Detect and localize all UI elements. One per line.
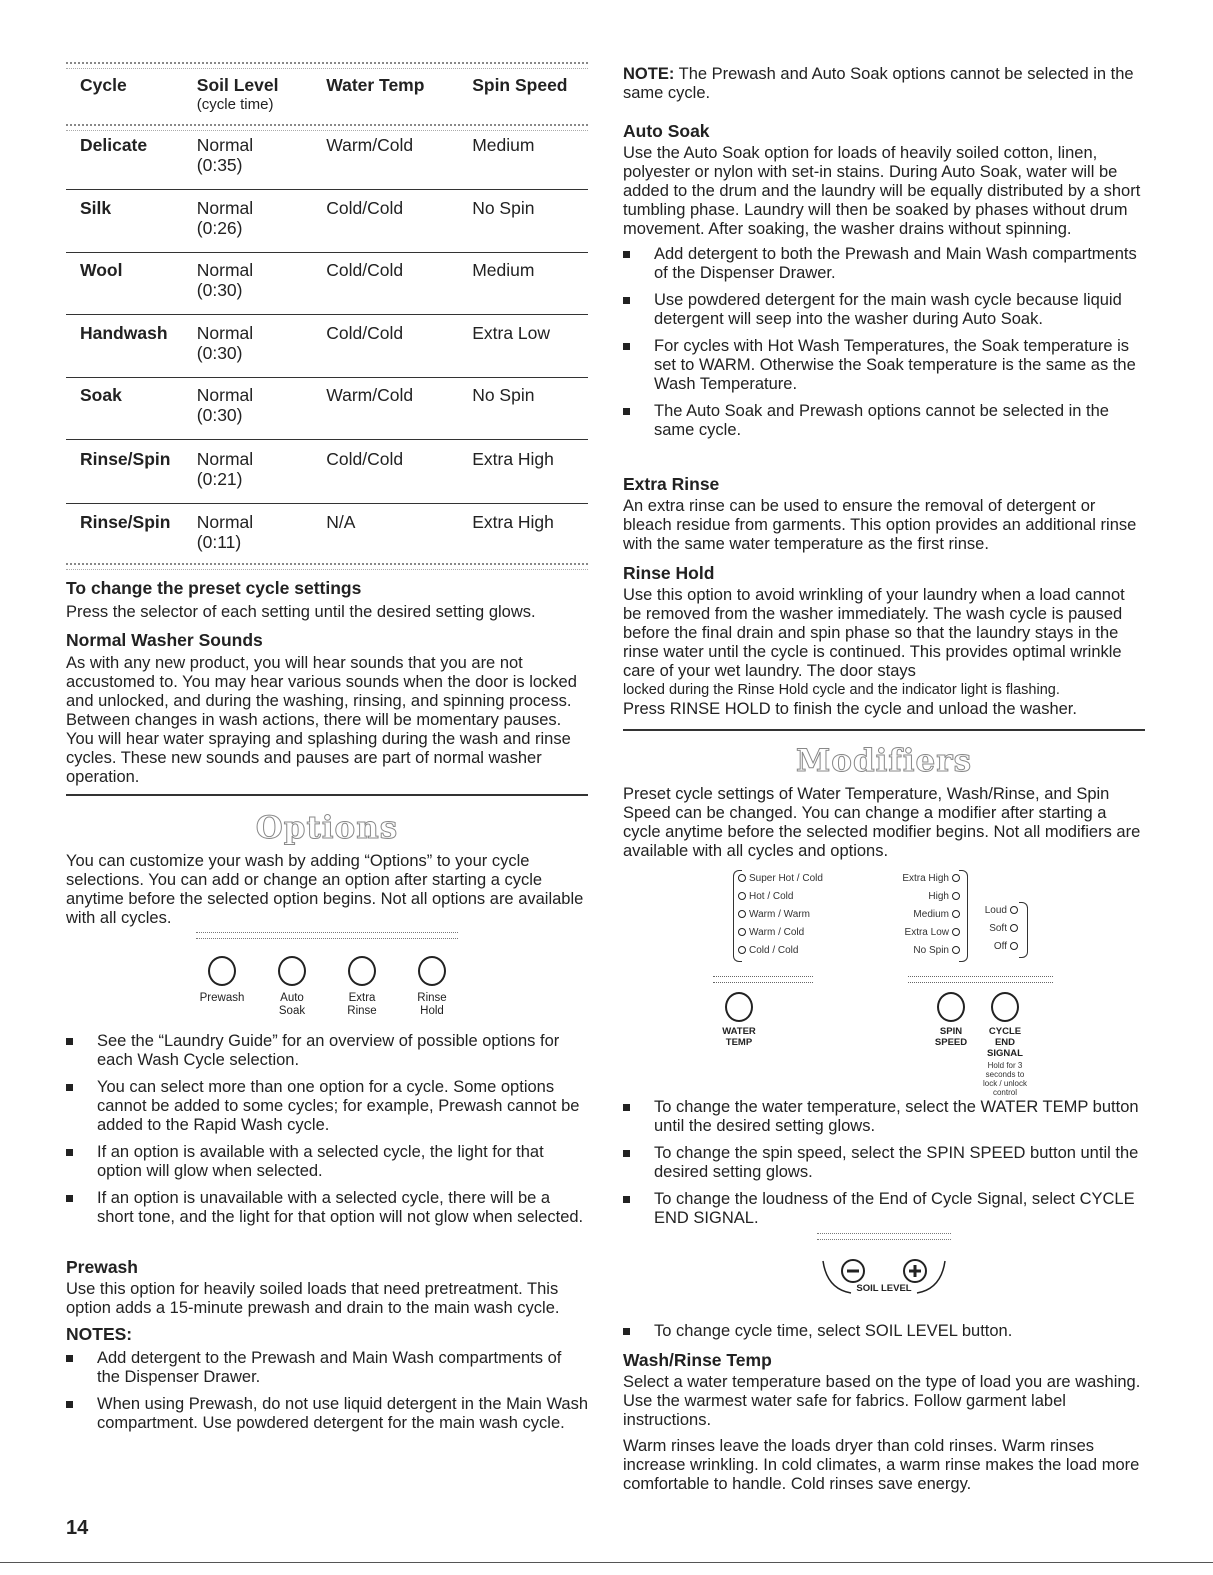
auto-soak-bullet-list: [623, 245, 1145, 440]
modifier-option: Warm / Warm: [735, 906, 875, 924]
extra-rinse-section: [623, 474, 1145, 554]
modifier-option: Off: [975, 938, 1021, 956]
sounds-text: As with any new product, you will hear sounds that you are not accustomed to. You may hear various sounds when the door is locked and unlocked, and during the washing, rinsing, and spinning process. Between changes in wash actions, there will be momentary pauses. You will hear water spraying and splashing during the wash and rinse cycles. These new sounds and pauses are part of normal washer operation.: [66, 654, 577, 786]
bullet-icon: [623, 1328, 630, 1335]
header-water: Water Temp: [326, 75, 425, 95]
modifiers-intro: Preset cycle settings of Water Temperature, Wash/Rinse, and Spin Speed can be changed. You can change a modifier after starting a cycle anytime before the selected modifier begins. Not all modifiers are available with all cycles and options.: [623, 785, 1141, 860]
cell-spin: Extra High: [472, 512, 554, 532]
cell-cycle: Rinse/Spin: [80, 449, 171, 469]
bullet-icon: [66, 1149, 73, 1156]
cell-cycle: Rinse/Spin: [80, 512, 171, 532]
bullet-item: The Auto Soak and Prewash options cannot be selected in the same cycle.: [623, 402, 1145, 440]
table-bottom-divider: [66, 563, 588, 570]
water-rule: [713, 976, 813, 983]
temp-bracket: [733, 870, 742, 962]
water-temp-options: [735, 870, 875, 960]
cell-soil: Normal (0:35): [196, 135, 254, 175]
soil-rule: [817, 1233, 951, 1240]
options-panel-rule: [196, 932, 458, 939]
signal-bracket: [1019, 902, 1028, 958]
bullet-item: For cycles with Hot Wash Temperatures, the Soak temperature is set to WARM. Otherwise the Soak temperature is the same as the Wash Temperature.: [623, 337, 1145, 394]
soil-level-label: SOIL LEVEL: [856, 1283, 912, 1294]
spin-speed-label: SPIN SPEED: [934, 1026, 968, 1048]
row-divider: [66, 314, 588, 315]
modifier-option: Cold / Cold: [735, 942, 875, 960]
option-button[interactable]: [406, 956, 458, 1018]
prewash-title: Prewash: [66, 1257, 138, 1277]
option-button-label: Rinse Hold: [417, 992, 447, 1017]
bullet-item: See the “Laundry Guide” for an overview of possible options for each Wash Cycle selection.: [66, 1032, 588, 1070]
cell-soil: Normal (0:21): [196, 449, 254, 489]
cell-soil: Normal (0:26): [196, 198, 254, 238]
modifiers-divider: [623, 729, 1145, 731]
row-divider: [66, 189, 588, 190]
page-bottom-rule: [0, 1562, 1213, 1563]
bullet-item: Add detergent to the Prewash and Main Wash compartments of the Dispenser Drawer.: [66, 1349, 588, 1387]
bullet-icon: [66, 1195, 73, 1202]
header-cycle: Cycle: [80, 75, 127, 95]
bullet-icon: [66, 1401, 73, 1408]
option-button-label: Extra Rinse: [347, 992, 377, 1017]
note-label: NOTE:: [623, 65, 675, 83]
cell-water: Warm/Cold: [326, 385, 414, 405]
cell-spin: No Spin: [472, 385, 535, 405]
speed-bracket: [959, 870, 968, 962]
options-panel: [196, 932, 458, 1026]
modifier-option: Medium: [883, 906, 963, 924]
sounds-title: Normal Washer Sounds: [66, 630, 263, 650]
cell-cycle: Soak: [80, 385, 122, 405]
cell-water: Cold/Cold: [326, 323, 404, 343]
options-bullet-list: [66, 1032, 588, 1235]
cycle-signal-button[interactable]: [982, 992, 1028, 1097]
rinse-hold-text2: Press RINSE HOLD to finish the cycle and unload the washer.: [623, 700, 1077, 718]
modifier-option: Extra Low: [883, 924, 963, 942]
notes-bullet-list: [66, 1349, 588, 1433]
bullet-item: If an option is unavailable with a selected cycle, there will be a short tone, and the light for that option will not glow when selected.: [66, 1189, 588, 1227]
auto-soak-section: [623, 121, 1145, 448]
notes-title: NOTES:: [66, 1324, 133, 1344]
table-row: [80, 512, 588, 552]
option-button-circle[interactable]: [278, 956, 306, 986]
option-button-label: Auto Soak: [278, 992, 306, 1017]
bullet-item: When using Prewash, do not use liquid detergent in the Main Wash compartment. Use powdered detergent for the main wash cycle.: [66, 1395, 588, 1433]
cycle-signal-label: CYCLE END SIGNAL: [987, 1026, 1023, 1059]
rinse-hold-text: Use this option to avoid wrinkling of your laundry when a load cannot be removed from the washer immediately. The wash cycle is paused before the final drain and spin phase so that the laundry stays in the rinse water until the cycle is continued. This provides optimal wrinkle care of your wet laundry. The door stays: [623, 586, 1125, 680]
cell-cycle: Wool: [80, 260, 123, 280]
table-row: [80, 323, 588, 363]
table-row: [80, 385, 588, 425]
cell-water: Warm/Cold: [326, 135, 414, 155]
row-divider: [66, 439, 588, 440]
modifier-option: Soft: [975, 920, 1021, 938]
table-row: [80, 198, 588, 238]
note-text: The Prewash and Auto Soak options cannot be selected in the same cycle.: [623, 65, 1134, 102]
soil-bullet: To change cycle time, select SOIL LEVEL button.: [623, 1322, 1145, 1341]
bullet-item: To change the loudness of the End of Cycle Signal, select CYCLE END SIGNAL.: [623, 1190, 1145, 1228]
option-button-circle[interactable]: [208, 956, 236, 986]
option-button-label: Prewash: [199, 992, 245, 1004]
modifier-option: Warm / Cold: [735, 924, 875, 942]
hold-note: Hold for 3 seconds to lock / unlock control: [982, 1061, 1028, 1097]
cell-cycle: Silk: [80, 198, 112, 218]
options-section: [66, 810, 588, 928]
header-spin: Spin Speed: [472, 75, 568, 95]
cell-cycle: Delicate: [80, 135, 148, 155]
soil-level-panel: [817, 1233, 951, 1303]
modifiers-title: Modifiers: [795, 743, 973, 779]
cell-spin: Medium: [472, 260, 535, 280]
cell-soil: Normal (0:30): [196, 260, 254, 300]
spin-speed-button[interactable]: [934, 992, 968, 1048]
modifiers-section: [623, 743, 1145, 861]
cell-spin: No Spin: [472, 198, 535, 218]
bullet-icon: [66, 1038, 73, 1045]
option-button[interactable]: [196, 956, 248, 1018]
spin-speed-options: [883, 870, 963, 960]
wash-rinse-title: Wash/Rinse Temp: [623, 1350, 772, 1370]
table-header-divider: [66, 124, 588, 131]
modifier-option: Extra High: [883, 870, 963, 888]
soil-bullet-list: [623, 1322, 1145, 1349]
indicator-icon: [1010, 906, 1018, 914]
indicator-icon: [1010, 924, 1018, 932]
auto-soak-title: Auto Soak: [623, 121, 710, 141]
row-divider: [66, 377, 588, 378]
water-temp-button[interactable]: [722, 992, 756, 1048]
modifier-option: No Spin: [883, 942, 963, 960]
wash-rinse-section: [623, 1350, 1145, 1494]
bullet-item: To change the spin speed, select the SPIN SPEED button until the desired setting glows.: [623, 1144, 1145, 1182]
cell-spin: Extra High: [472, 449, 554, 469]
preset-text: Press the selector of each setting until the desired setting glows.: [66, 603, 536, 621]
extra-rinse-title: Extra Rinse: [623, 474, 720, 494]
option-button-circle[interactable]: [348, 956, 376, 986]
table-row: [80, 449, 588, 489]
auto-soak-text: Use the Auto Soak option for loads of heavily soiled cotton, linen, polyester or nylon with set-in stains. During Auto Soak, water will be added to the drum and the laundry will be equally distributed by a short tumbling phase. Laundry will then be soaked by phases without drum movement. After soaking, the washer drains without spinning.: [623, 144, 1141, 238]
header-soil: Soil Level (cycle time): [196, 75, 279, 113]
cell-water: Cold/Cold: [326, 260, 404, 280]
bullet-item: To change the water temperature, select the WATER TEMP button until the desired setting glows.: [623, 1098, 1145, 1136]
options-buttons: [196, 956, 458, 1018]
modifier-option: Loud: [975, 902, 1021, 920]
cell-soil: Normal (0:30): [196, 323, 254, 363]
option-button[interactable]: [266, 956, 318, 1018]
cell-water: Cold/Cold: [326, 449, 404, 469]
spin-rule: [908, 976, 1053, 983]
page-number: 14: [66, 1517, 89, 1539]
modifier-option: Hot / Cold: [735, 888, 875, 906]
cell-soil: Normal (0:11): [196, 512, 254, 552]
rinse-hold-small-text: locked during the Rinse Hold cycle and the indicator light is flashing.: [623, 682, 1060, 698]
indicator-icon: [1010, 942, 1018, 950]
bullet-icon: [623, 1104, 630, 1111]
bullet-item: You can select more than one option for a cycle. Some options cannot be added to some cycles; for example, Prewash cannot be added to the Rapid Wash cycle.: [66, 1078, 588, 1135]
option-button[interactable]: [336, 956, 388, 1018]
modifiers-bullet-list: [623, 1098, 1145, 1236]
row-divider: [66, 503, 588, 504]
options-title: Options: [255, 810, 399, 846]
table-row: [80, 135, 588, 175]
cell-soil: Normal (0:30): [196, 385, 254, 425]
preset-title: To change the preset cycle settings: [66, 578, 362, 598]
option-button-circle[interactable]: [418, 956, 446, 986]
bullet-icon: [623, 408, 630, 415]
prewash-text: Use this option for heavily soiled loads that need pretreatment. This option adds a 15-minute prewash and drain to the main wash cycle.: [66, 1280, 560, 1317]
bullet-icon: [623, 343, 630, 350]
wash-rinse-p2: Warm rinses leave the loads dryer than cold rinses. Warm rinses increase wrinkling. In cold climates, a warm rinse makes the load more comfortable to handle. Cold rinses save energy.: [623, 1437, 1140, 1493]
rinse-hold-section: [623, 563, 1145, 719]
cell-cycle: Handwash: [80, 323, 168, 343]
signal-options: [975, 902, 1021, 956]
bullet-item: Add detergent to both the Prewash and Main Wash compartments of the Dispenser Drawer.: [623, 245, 1145, 283]
bullet-icon: [623, 1150, 630, 1157]
row-divider: [66, 252, 588, 253]
prewash-section: [66, 1257, 588, 1441]
preset-section: [66, 578, 588, 787]
extra-rinse-text: An extra rinse can be used to ensure the removal of detergent or bleach residue from garments. This option provides an additional rinse with the same water temperature as the first rinse.: [623, 497, 1137, 553]
bullet-item: If an option is available with a selected cycle, the light for that option will glow when selected.: [66, 1143, 588, 1181]
bullet-icon: [623, 297, 630, 304]
spin-speed-circle[interactable]: [937, 992, 965, 1022]
cell-water: N/A: [326, 512, 356, 532]
note-paragraph: [623, 65, 1145, 103]
table-top-divider: [66, 62, 588, 69]
water-temp-label: WATER TEMP: [722, 1026, 756, 1048]
options-intro: You can customize your wash by adding “Options” to your cycle selections. You can add or change an option after starting a cycle anytime before the selected option begins. Not all options are available with all cycles.: [66, 852, 584, 927]
table-header: [80, 75, 588, 115]
modifiers-panel: [713, 866, 1053, 1096]
bullet-icon: [66, 1084, 73, 1091]
water-temp-circle[interactable]: [725, 992, 753, 1022]
cycle-signal-circle[interactable]: [991, 992, 1019, 1022]
table-row: [80, 260, 588, 300]
options-divider: [66, 794, 588, 796]
bullet-icon: [623, 1196, 630, 1203]
rinse-hold-title: Rinse Hold: [623, 563, 715, 583]
bullet-item: Use powdered detergent for the main wash cycle because liquid detergent will seep into the washer during Auto Soak.: [623, 291, 1145, 329]
bullet-icon: [623, 251, 630, 258]
modifier-option: High: [883, 888, 963, 906]
bullet-icon: [66, 1355, 73, 1362]
wash-rinse-p1: Select a water temperature based on the type of load you are washing. Use the warmest water safe for fabrics. Follow garment label instructions.: [623, 1373, 1141, 1429]
cell-spin: Extra Low: [472, 323, 551, 343]
modifier-option: Super Hot / Cold: [735, 870, 875, 888]
cell-spin: Medium: [472, 135, 535, 155]
cell-water: Cold/Cold: [326, 198, 404, 218]
